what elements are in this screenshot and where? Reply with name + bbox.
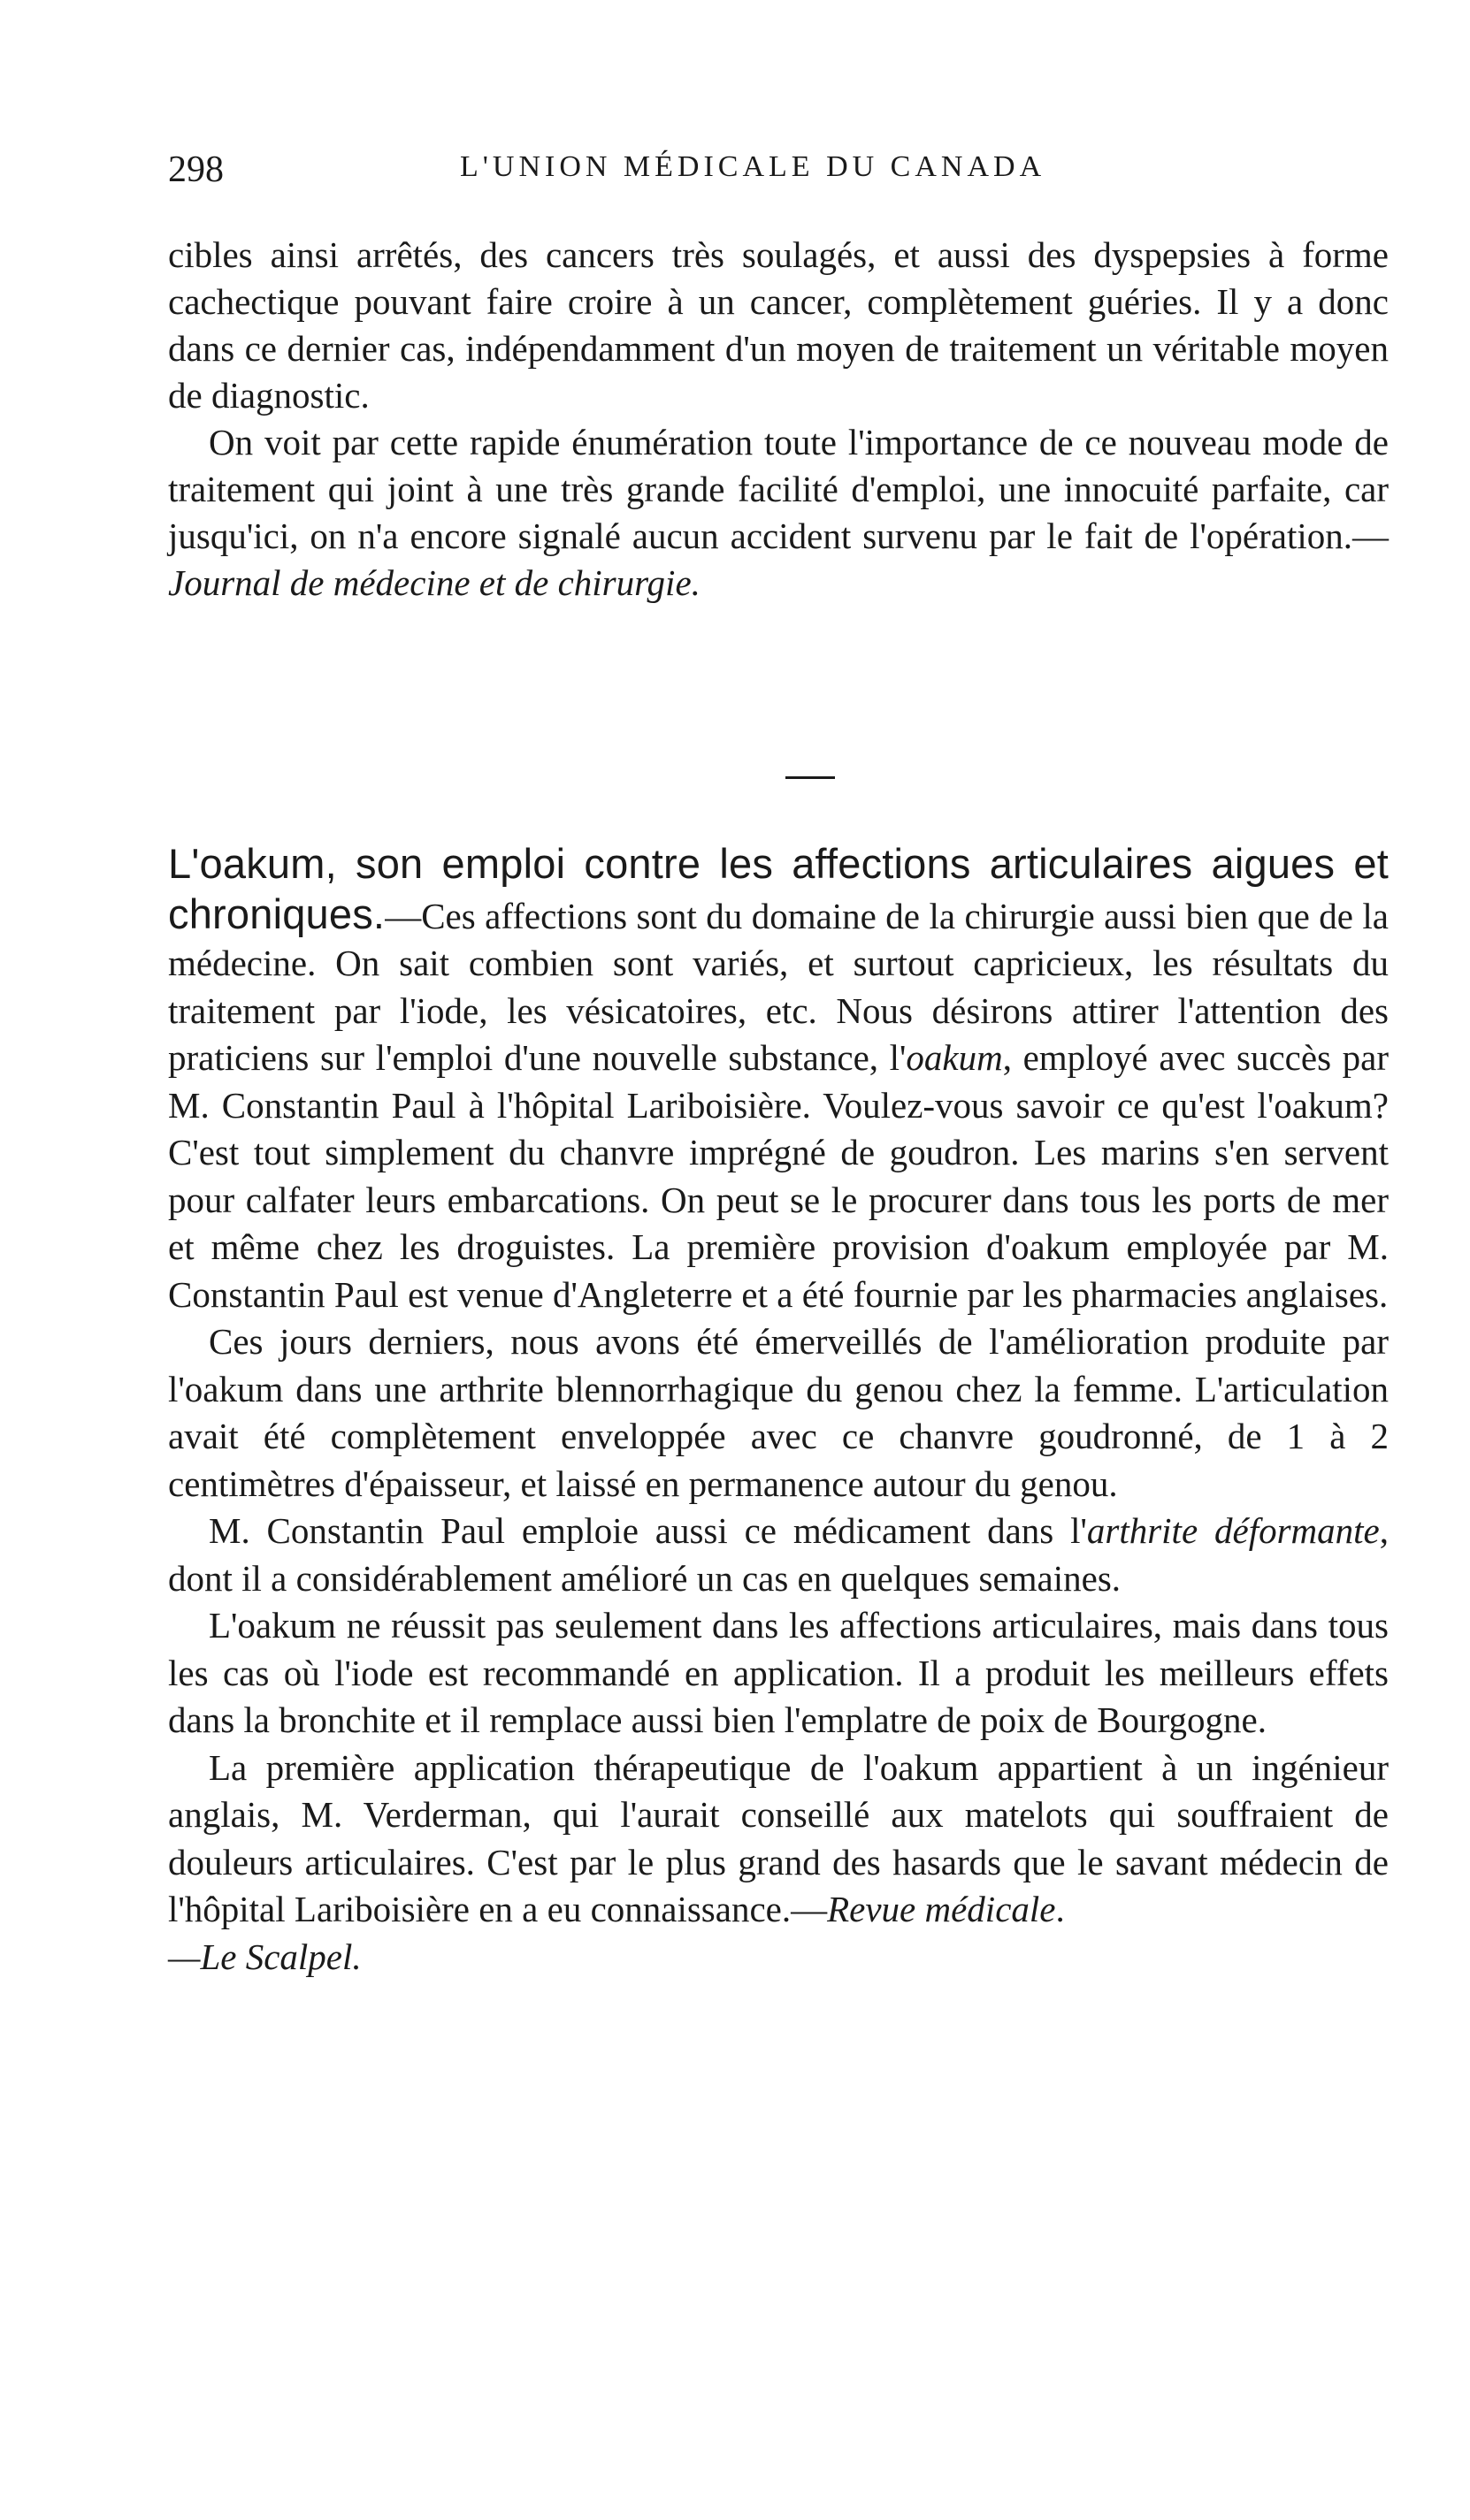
paragraph-text: L'oakum ne réussit pas seulement dans les affections articulaires, mais dans tous les cas où l'iode est recommandé en application. Il a produit les meilleurs effets dans la bronchite et il remplace aussi bien l'emplatre de poix de Bourgogne. (168, 1605, 1389, 1740)
paragraph-text: —Ces affections sont du domaine de la chirurgie aussi bien que de la médecine. On sait combien sont variés, et surtout capricieux, les résultats du traitement par l'iode, les vésicatoires, etc. Nous désirons attirer l'attention des praticiens sur l'emploi d'une nouvelle substance, l' (168, 895, 1389, 1078)
paragraph (168, 840, 1389, 1318)
previous-article-text (168, 232, 1389, 607)
source-citation: —Le Scalpel. (168, 1936, 362, 1977)
italic-term: oakum (906, 1037, 1003, 1078)
section-divider (785, 776, 835, 779)
paragraph (168, 232, 1389, 419)
paragraph (168, 419, 1389, 607)
paragraph (168, 1745, 1389, 1934)
paragraph-text: On voit par cette rapide énumération toute l'importance de ce nouveau mode de traitement qui joint à une très grande facilité d'emploi, une innocuité parfaite, car jusqu'ici, on n'a encore signalé aucun accident survenu par le fait de l'opération.— (168, 422, 1389, 556)
paragraph-text: , dont il a considérablement amélioré un cas en quelques semaines. (168, 1510, 1389, 1599)
paragraph (168, 1934, 1389, 1982)
article-title: L'oakum, son emploi contre les affections articulaires aigues et chroniques. (168, 840, 1389, 937)
paragraph-text: cibles ainsi arrêtés, des cancers très soulagés, et aussi des dyspepsies à forme cachectique pouvant faire croire à un cancer, complètement guéries. Il y a donc dans ce dernier cas, indépendamment d'un moyen de traitement un véritable moyen de diagnostic. (168, 234, 1389, 416)
page-number: 298 (168, 149, 224, 190)
running-title: L'UNION MÉDICALE DU CANADA (460, 150, 1046, 183)
italic-term: arthrite déformante (1086, 1510, 1380, 1551)
punctuation: . (1055, 1889, 1065, 1929)
source-citation: Revue médicale (827, 1889, 1056, 1929)
article-oakum (168, 840, 1389, 1981)
paragraph-text: Ces jours derniers, nous avons été émerveillés de l'amélioration produite par l'oakum dans une arthrite blennorrhagique du genou chez la femme. L'articulation avait été complètement enveloppée avec ce chanvre goudronné, de 1 à 2 centimètres d'épaisseur, et laissé en permanence autour du genou. (168, 1321, 1389, 1504)
paragraph-text: La première application thérapeutique de l'oakum appartient à un ingénieur anglais, M. Verderman, qui l'aurait conseillé aux matelots qui souffraient de douleurs articulaires. C'est par le plus grand des hasards que le savant médecin de l'hôpital Lariboisière en a eu connaissance.— (168, 1746, 1389, 1929)
source-citation: Journal de médecine et de chirurgie. (168, 562, 701, 603)
paragraph-text: M. Constantin Paul emploie aussi ce médicament dans l' (209, 1510, 1087, 1551)
paragraph-text: , employé avec succès par M. Constantin Paul à l'hôpital Lariboisière. Voulez-vous savoir ce qu'est l'oakum? C'est tout simplement du chanvre imprégné de goudron. Les marins s'en servent pour calfater leurs embarcations. On peut se le procurer dans tous les ports de mer et même chez les droguistes. La première provision d'oakum employée par M. Constantin Paul est venue d'Angleterre et a été fournie par les pharmacies anglaises. (168, 1037, 1389, 1315)
page-header (168, 149, 1389, 202)
paragraph (168, 1508, 1389, 1602)
paragraph (168, 1602, 1389, 1745)
paragraph (168, 1318, 1389, 1508)
